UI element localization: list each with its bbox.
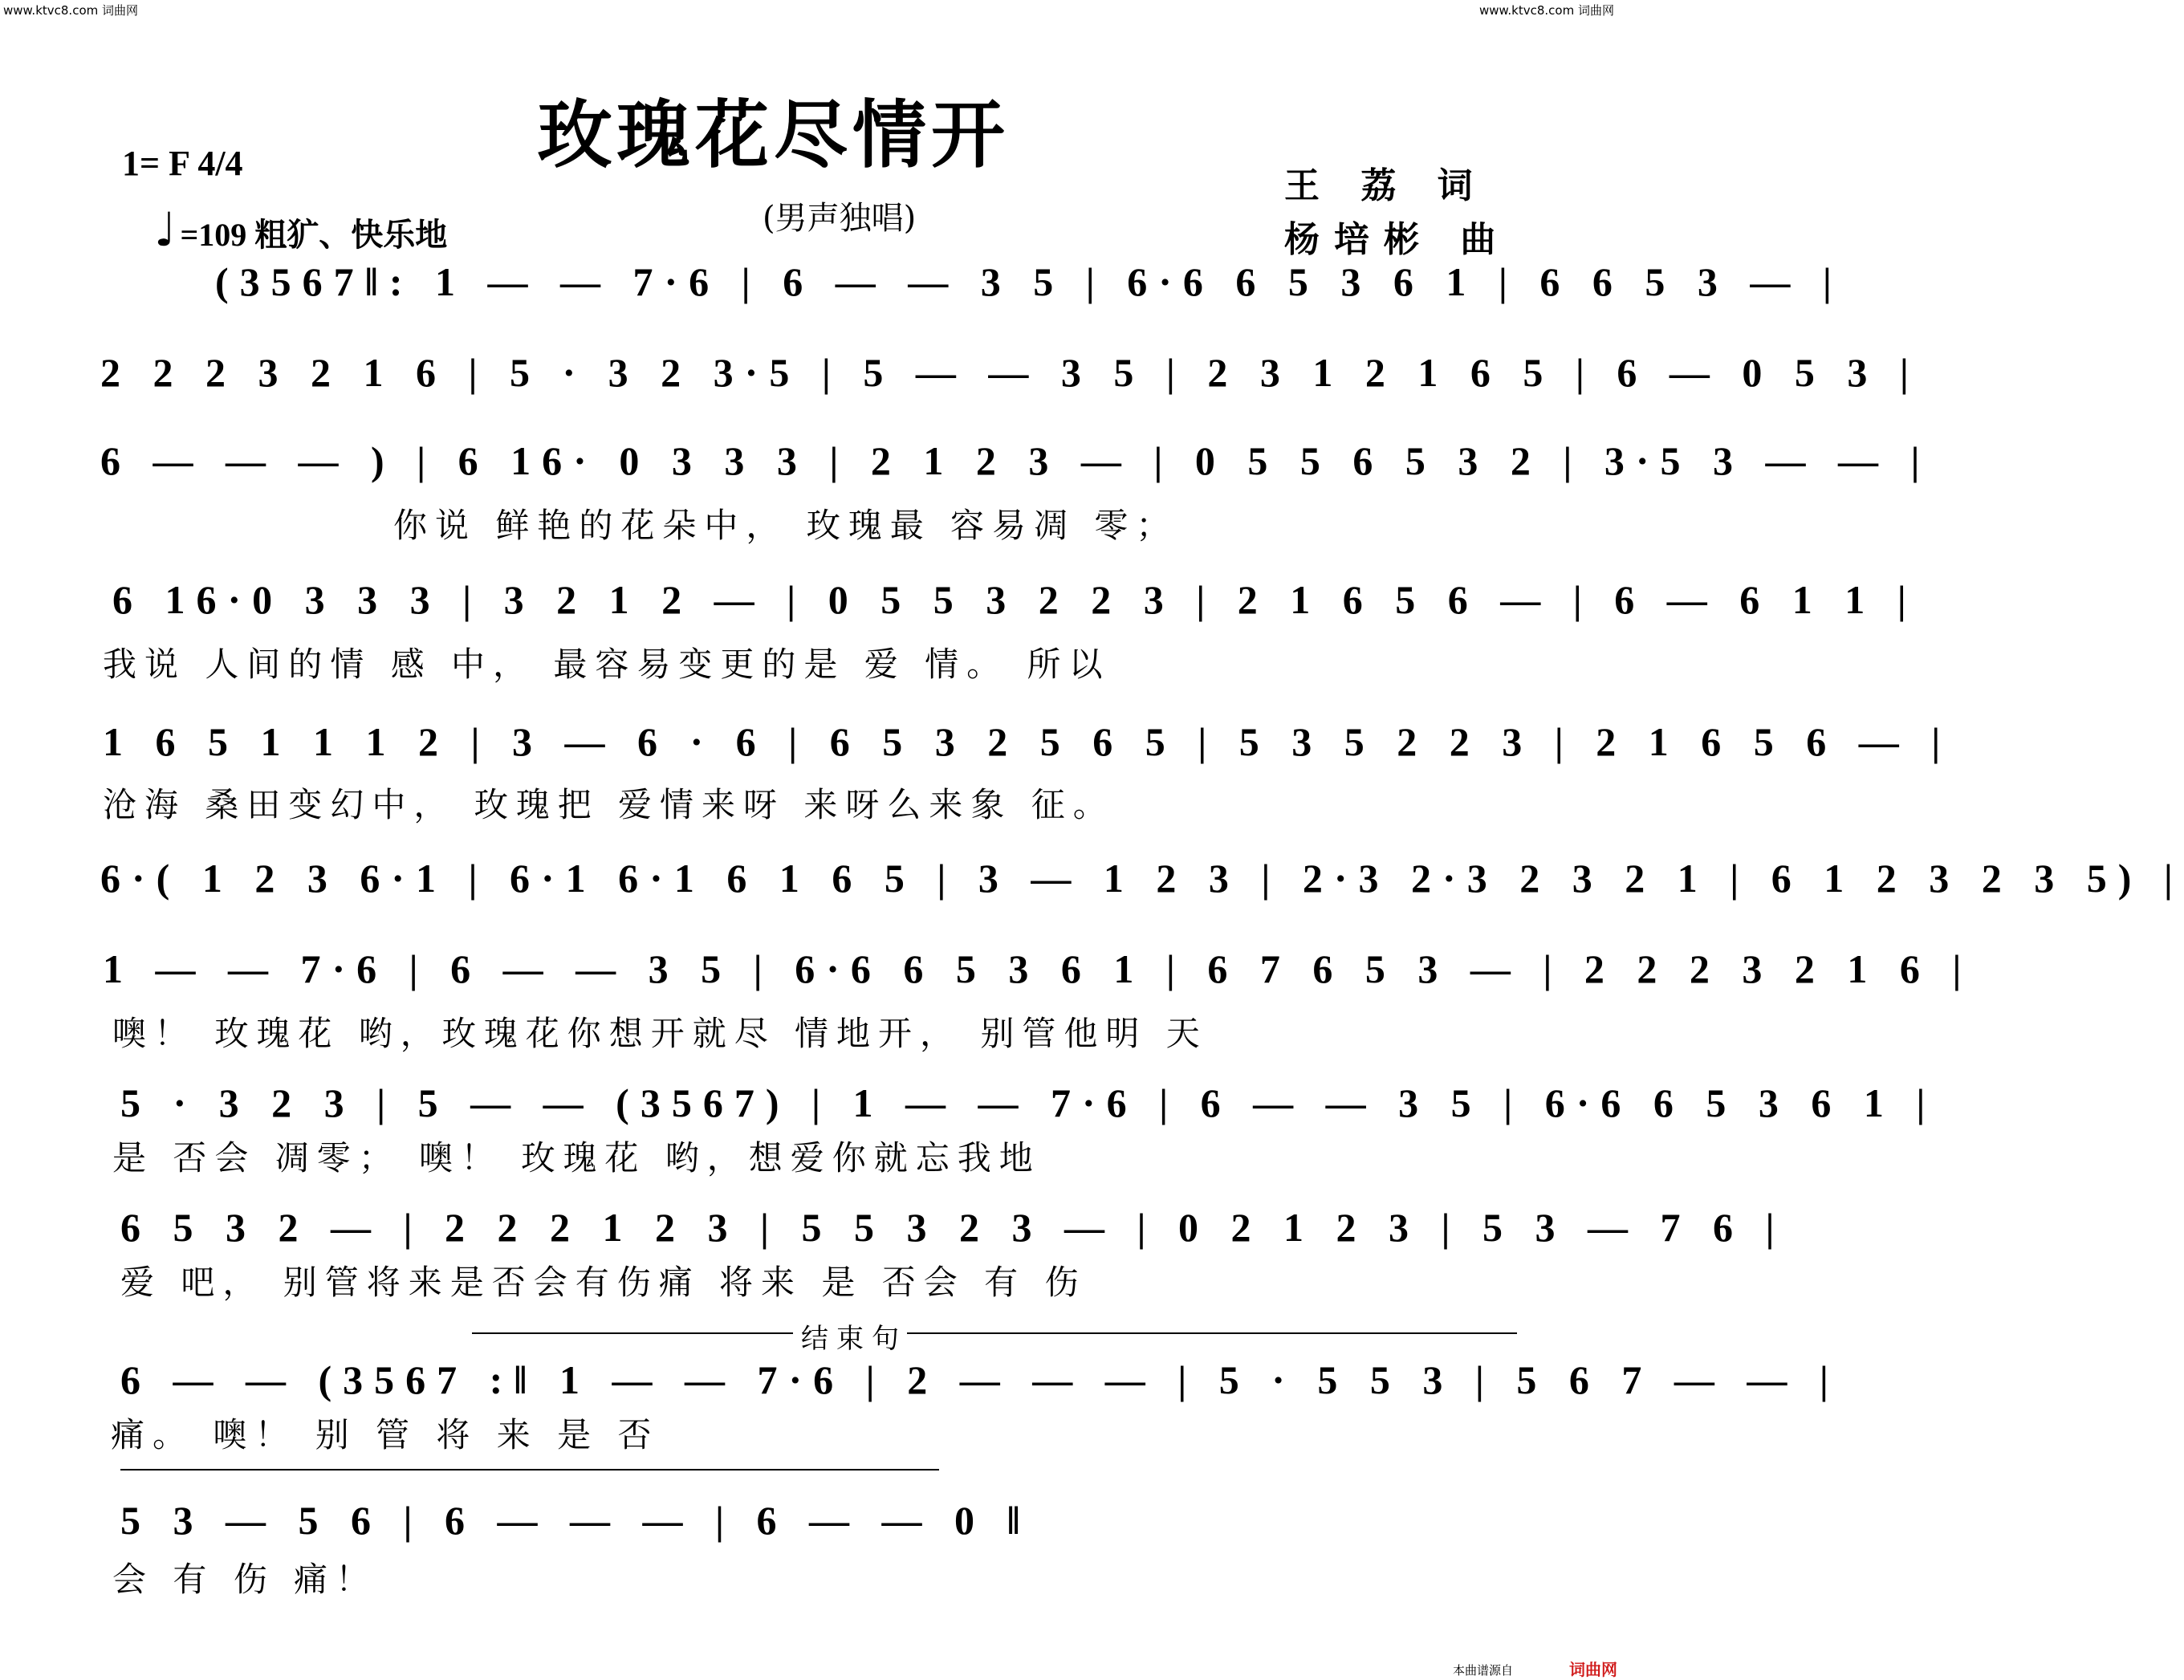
score-row-8: 5 · 3 2 3 | 5 — — (3567) | 1 — — 7·6 | 6 — — 3 5 | 6·6 6 5 3 6 1 | [120,1080,1937,1125]
quarter-note-icon: ♩ [154,202,177,257]
footer-brand: 词曲网 [1569,1660,1617,1679]
lyrics-row-10: 痛。 噢！ 别 管 将 来 是 否 [111,1415,660,1454]
ending-label: 结束句 [801,1323,907,1355]
score-row-7: 1 — — 7·6 | 6 — — 3 5 | 6·6 6 5 3 6 1 | 6 7 6 5 3 — | 2 2 2 3 2 1 6 | [103,946,1973,991]
score-row-2: 2 2 2 3 2 1 6 | 5 · 3 2 3·5 | 5 — — 3 5 | 2 3 1 2 1 6 5 | 6 — 0 5 3 | [100,350,1920,395]
lyrics-row-3: 你说 鲜艳的花朵中， 玫瑰最 容易凋 零； [393,506,1178,545]
site-url-right: www.ktvc8.com 词曲网 [1478,3,1614,18]
ending-bracket-bottom [120,1469,939,1471]
lyricist: 王 荔 词 [1284,165,1487,206]
footer-source: 本曲谱源自 [1453,1663,1514,1678]
site-url-left: www.ktvc8.com 词曲网 [3,3,139,18]
lyrics-row-7: 噢！ 玫瑰花 哟，玫瑰花你想开就尽 情地开， 别管他明 天 [112,1014,1208,1053]
tempo-text: =109 粗犷、快乐地 [180,217,448,253]
score-row-10: 6 — — (3567 :‖ 1 — — 7·6 | 2 — — — | 5 · 5 5 3 | 5 6 7 — — | [120,1357,1840,1402]
score-row-9: 6 5 3 2 — | 2 2 2 1 2 3 | 5 5 3 2 3 — | 0 2 1 2 3 | 5 3 — 7 6 | [120,1205,1786,1250]
lyrics-row-9: 爱 吧， 别管将来是否会有伤痛 将来 是 否会 有 伤 [120,1263,1087,1302]
key-signature: 1= F 4/4 [122,144,243,183]
lyrics-row-8: 是 否会 凋零； 噢！ 玫瑰花 哟，想爱你就忘我地 [112,1138,1041,1178]
lyrics-row-5: 沧海 桑田变幻中， 玫瑰把 爱情来呀 来呀么来象 征。 [103,785,1115,824]
ending-bracket-left [472,1332,793,1334]
score-row-6: 6·( 1 2 3 6·1 | 6·1 6·1 6 1 6 5 | 3 — 1 2 3 | 2·3 2·3 2 3 2 1 | 6 1 2 3 2 3 5) | [100,856,2184,901]
score-row-11: 5 3 — 5 6 | 6 — — — | 6 — — 0 ‖ [120,1498,1031,1543]
score-row-4: 6 16·0 3 3 3 | 3 2 1 2 — | 0 5 5 3 2 2 3 | 2 1 6 5 6 — | 6 — 6 1 1 | [112,577,1918,622]
ending-bracket-right [907,1332,1517,1334]
score-row-1: (3567‖: 1 — — 7·6 | 6 — — 3 5 | 6·6 6 5 3 6 1 | 6 6 5 3 — | [215,259,1843,304]
lyrics-row-4: 我说 人间的情 感 中， 最容易变更的是 爱 情。 所以 [103,645,1111,684]
tempo-line [154,202,447,257]
song-title: 玫瑰花尽情开 [538,92,1011,178]
score-row-3: 6 — — — ) | 6 16· 0 3 3 3 | 2 1 2 3 — | 0 5 5 6 5 3 2 | 3·5 3 — — | [100,438,1931,483]
lyrics-row-11: 会 有 伤 痛！ [112,1560,378,1599]
composer: 杨培彬 曲 [1284,219,1511,260]
song-subtitle: (男声独唱) [763,200,917,237]
score-row-5: 1 6 5 1 1 1 2 | 3 — 6 · 6 | 6 5 3 2 5 6 5 | 5 3 5 2 2 3 | 2 1 6 5 6 — | [103,719,1952,764]
